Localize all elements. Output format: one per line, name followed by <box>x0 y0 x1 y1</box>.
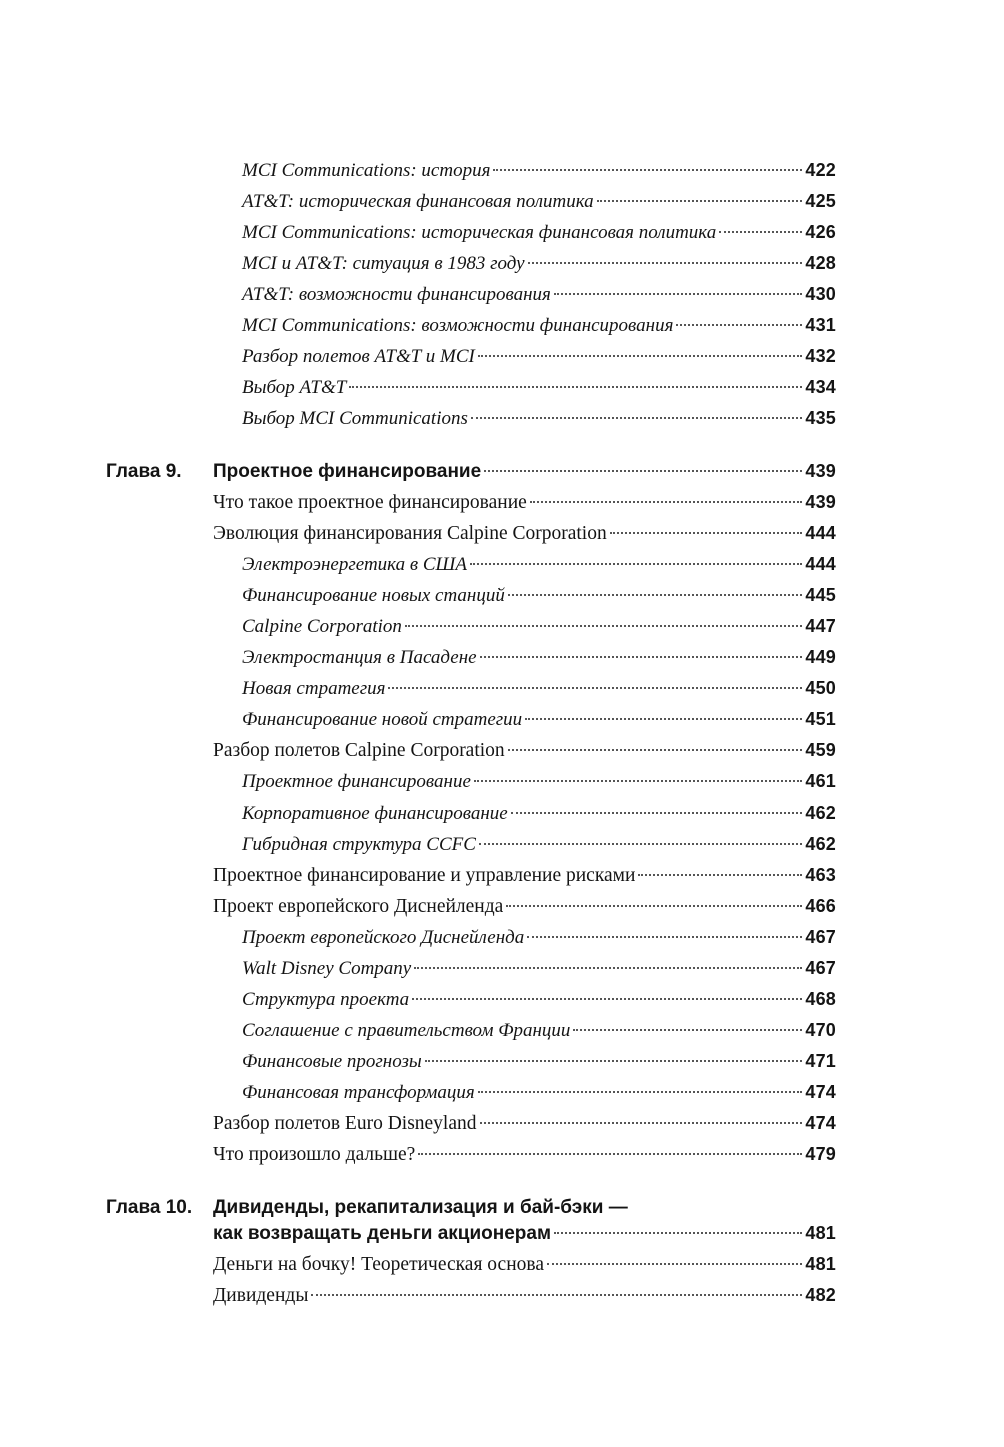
toc-entry-title: Проектное финансирование и управление рисками <box>213 865 636 886</box>
toc-entry <box>0 222 1004 253</box>
toc-entry <box>0 253 1004 284</box>
dot-leader <box>638 874 802 876</box>
toc-entry-title: Корпоративное финансирование <box>242 803 508 824</box>
toc-entry-page: 431 <box>805 315 836 335</box>
dot-leader <box>478 355 803 357</box>
toc-entry-title: MCI Communications: возможности финансирования <box>242 315 674 336</box>
toc-entry <box>0 377 1004 408</box>
toc-entry-title: Электроэнергетика в США <box>242 554 467 575</box>
toc-entry-title: AT&T: историческая финансовая политика <box>242 191 594 212</box>
toc-entry-title: Финансирование новой стратегии <box>242 709 523 730</box>
toc-entry <box>0 315 1004 346</box>
toc-entry <box>0 523 1004 554</box>
toc-entry-page: 479 <box>805 1144 836 1164</box>
toc-entry-title: AT&T: возможности финансирования <box>242 284 551 305</box>
toc-entry-page: 450 <box>805 678 836 698</box>
toc-entry <box>0 834 1004 865</box>
dot-leader <box>528 262 803 264</box>
toc-entry <box>0 284 1004 315</box>
toc-entry-title: Финансирование новых станций <box>242 585 505 606</box>
dot-leader <box>525 718 802 720</box>
toc-entry-title: Эволюция финансирования Calpine Corporation <box>213 523 607 544</box>
toc-entry-page: 462 <box>805 803 836 823</box>
toc-entry-page: 447 <box>805 616 836 636</box>
dot-leader <box>530 501 803 503</box>
dot-leader <box>349 386 802 388</box>
dot-leader <box>388 687 802 689</box>
dot-leader <box>311 1294 802 1296</box>
toc-entry-page: 435 <box>805 408 836 428</box>
toc-entry <box>0 346 1004 377</box>
toc-entry <box>0 989 1004 1020</box>
dot-leader <box>425 1060 803 1062</box>
toc-entry-title: Проект европейского Диснейленда <box>242 927 525 948</box>
toc-entry-page: 482 <box>805 1285 836 1305</box>
toc-entry <box>0 191 1004 222</box>
toc-entry-page: 444 <box>805 554 836 574</box>
toc-entry-title: MCI Communications: историческая финансовая политика <box>242 222 717 243</box>
toc-entry-page: 471 <box>805 1051 836 1071</box>
toc-entry-page: 474 <box>805 1113 836 1133</box>
dot-leader <box>573 1029 802 1031</box>
dot-leader <box>471 417 802 419</box>
toc-entry <box>0 865 1004 896</box>
toc-entry <box>0 771 1004 802</box>
chapter-heading <box>0 1197 1004 1259</box>
dot-leader <box>506 905 802 907</box>
toc-entry-page: 468 <box>805 989 836 1009</box>
toc-entry-title: Проект европейского Диснейленда <box>213 896 504 917</box>
dot-leader <box>479 843 802 845</box>
toc-entry-title: Что произошло дальше? <box>213 1144 416 1165</box>
toc-entry-page: 461 <box>805 771 836 791</box>
toc-entry-title: Дивиденды <box>213 1285 309 1306</box>
dot-leader <box>508 749 803 751</box>
toc-entry-title: Финансовые прогнозы <box>242 1051 422 1072</box>
toc-entry-title: Выбор MCI Communications <box>242 408 468 429</box>
toc-entry <box>0 616 1004 647</box>
toc-entry-page: 449 <box>805 647 836 667</box>
toc-entry <box>0 1051 1004 1082</box>
chapter-title-line1: Дивиденды, рекапитализация и бай-бэки — <box>213 1197 628 1218</box>
dot-leader <box>508 594 803 596</box>
toc-entry-page: 428 <box>805 253 836 273</box>
toc-entry <box>0 740 1004 771</box>
toc-entry <box>0 927 1004 958</box>
toc-entry-title: Новая стратегия <box>242 678 386 699</box>
toc-entry-page: 459 <box>805 740 836 760</box>
dot-leader <box>480 656 803 658</box>
dot-leader <box>511 812 803 814</box>
toc-entry-title: Электростанция в Пасадене <box>242 647 477 668</box>
toc-entry-page: 445 <box>805 585 836 605</box>
toc-entry-page: 439 <box>805 492 836 512</box>
chapter-page: 439 <box>805 461 836 481</box>
toc-entry-page: 432 <box>805 346 836 366</box>
toc-entry-page: 470 <box>805 1020 836 1040</box>
dot-leader <box>610 532 803 534</box>
toc-entry <box>0 1113 1004 1144</box>
chapter-page: 481 <box>805 1223 836 1243</box>
dot-leader <box>418 1153 802 1155</box>
toc-entry-page: 426 <box>805 222 836 242</box>
toc-entry <box>0 896 1004 927</box>
toc-entry <box>0 803 1004 834</box>
toc-entry <box>0 678 1004 709</box>
toc-entry-page: 462 <box>805 834 836 854</box>
dot-leader <box>470 563 802 565</box>
dot-leader <box>484 470 802 472</box>
toc-entry-page: 425 <box>805 191 836 211</box>
dot-leader <box>554 1232 802 1234</box>
toc-entry-title: Финансовая трансформация <box>242 1082 475 1103</box>
toc-entry <box>0 1285 1004 1316</box>
toc-entry-page: 422 <box>805 160 836 180</box>
toc-entry-title: Что такое проектное финансирование <box>213 492 527 513</box>
toc-entry <box>0 554 1004 585</box>
toc-entry <box>0 1254 1004 1285</box>
toc-entry-title: Соглашение с правительством Франции <box>242 1020 571 1041</box>
dot-leader <box>412 998 802 1000</box>
dot-leader <box>554 293 803 295</box>
toc-entry <box>0 958 1004 989</box>
dot-leader <box>676 324 802 326</box>
toc-entry-title: Гибридная структура CCFC <box>242 834 476 855</box>
dot-leader <box>597 200 803 202</box>
toc-entry-title: Разбор полетов AT&T и MCI <box>242 346 475 367</box>
toc-entry-title: Разбор полетов Euro Disneyland <box>213 1113 477 1134</box>
toc-entry <box>0 1020 1004 1051</box>
toc-entry-title: MCI и AT&T: ситуация в 1983 году <box>242 253 525 274</box>
toc-entry-title: Walt Disney Company <box>242 958 412 979</box>
toc-entry-page: 466 <box>805 896 836 916</box>
toc-entry <box>0 709 1004 740</box>
chapter-label: Глава 10. <box>106 1197 193 1218</box>
chapter-title: Проектное финансирование <box>213 461 482 482</box>
toc-entry-page: 430 <box>805 284 836 304</box>
dot-leader <box>478 1091 803 1093</box>
dot-leader <box>719 231 802 233</box>
toc-entry-title: Деньги на бочку! Теоретическая основа <box>213 1254 544 1275</box>
toc-entry-title: Проектное финансирование <box>242 771 471 792</box>
dot-leader <box>547 1263 802 1265</box>
toc-entry <box>0 647 1004 678</box>
toc-entry-title: Разбор полетов Calpine Corporation <box>213 740 505 761</box>
toc-entry-page: 467 <box>805 927 836 947</box>
toc-entry-title: MCI Communications: история <box>242 160 491 181</box>
chapter-title-line2: как возвращать деньги акционерам <box>213 1223 552 1244</box>
toc-entry-title: Calpine Corporation <box>242 616 402 637</box>
toc-entry-page: 481 <box>805 1254 836 1274</box>
dot-leader <box>527 936 802 938</box>
toc-entry-page: 474 <box>805 1082 836 1102</box>
toc-entry <box>0 492 1004 523</box>
dot-leader <box>480 1122 803 1124</box>
chapter-heading <box>0 461 1004 492</box>
toc-entry-page: 463 <box>805 865 836 885</box>
dot-leader <box>414 967 802 969</box>
toc-entry <box>0 1082 1004 1113</box>
toc-entry-page: 444 <box>805 523 836 543</box>
toc-entry-title: Выбор AT&T <box>242 377 347 398</box>
toc-entry-page: 434 <box>805 377 836 397</box>
dot-leader <box>493 169 802 171</box>
toc-entry-page: 467 <box>805 958 836 978</box>
chapter-label: Глава 9. <box>106 461 182 482</box>
toc-entry <box>0 585 1004 616</box>
dot-leader <box>405 625 802 627</box>
toc-entry <box>0 1144 1004 1175</box>
dot-leader <box>474 780 802 782</box>
toc-entry-page: 451 <box>805 709 836 729</box>
toc-entry-title: Структура проекта <box>242 989 410 1010</box>
toc-entry <box>0 408 1004 439</box>
toc-entry <box>0 160 1004 191</box>
